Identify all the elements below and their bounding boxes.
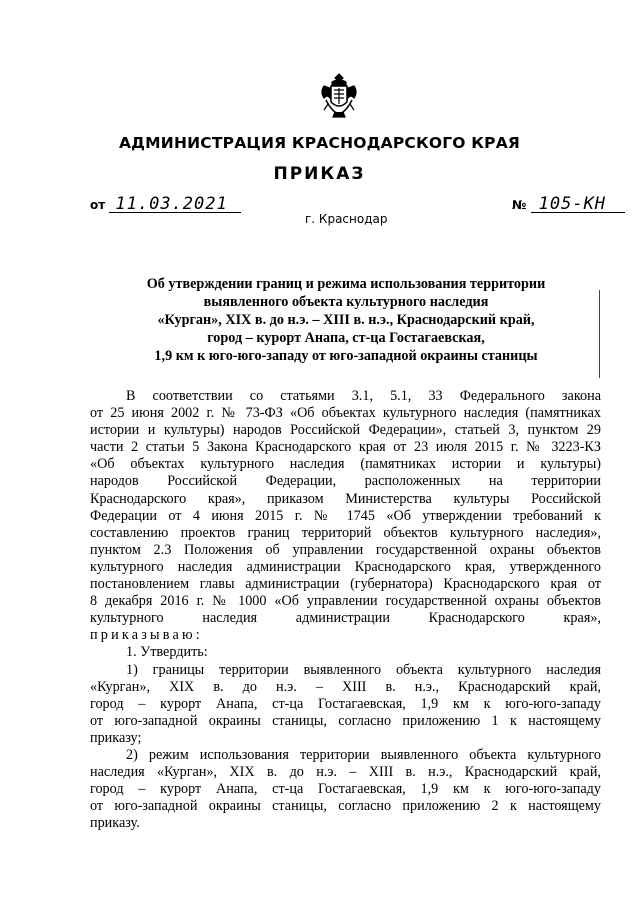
body-line: постановлением главы администрации (губернатора) Краснодарского края от: [90, 576, 601, 593]
margin-line: [599, 290, 600, 378]
body-line: от 25 июня 2002 г. № 73-ФЗ «Об объектах культурного наследия (памятниках: [90, 405, 601, 422]
title-line: 1,9 км к юго-юго-западу от юго-западной окраины станицы: [154, 348, 538, 364]
body-line: пунктом 2.3 Положения об управлении государственной охраны объектов: [90, 541, 601, 558]
order-word: приказываю:: [90, 627, 203, 644]
body-line: народов Российской Федерации, расположенных на территории: [90, 473, 601, 490]
number-row: [512, 196, 625, 213]
item-1-2-line: 2) режим использования территории выявленного объекта культурного: [126, 746, 601, 763]
document-title: [90, 275, 602, 365]
date-prefix: от: [90, 198, 106, 212]
coat-of-arms-emblem: [318, 72, 360, 118]
body-line: В соответствии со статьями 3.1, 5.1, 33 Федерального закона: [126, 388, 601, 404]
document-type: ПРИКАЗ: [273, 164, 366, 184]
number-prefix: №: [512, 198, 527, 212]
document-body: [90, 388, 601, 832]
title-line: город – курорт Анапа, ст-ца Гостагаевская,: [207, 330, 485, 346]
item-1-heading: 1. Утвердить:: [126, 644, 208, 661]
item-1-2-line: от юго-западной окраины станицы, согласно приложению 2 к настоящему: [90, 798, 601, 815]
date-row: [90, 196, 241, 213]
body-line: культурного наследия администрации Краснодарского края, утвержденного: [90, 558, 601, 575]
organization-name: АДМИНИСТРАЦИЯ КРАСНОДАРСКОГО КРАЯ: [118, 134, 521, 152]
item-1-1-line: приказу;: [90, 729, 142, 746]
item-1-1-line: 1) границы территории выявленного объекта культурного наследия: [126, 661, 601, 678]
title-line: Об утверждении границ и режима использования территории: [146, 276, 546, 292]
item-1-2-line: приказу.: [90, 815, 140, 832]
title-line: «Курган», XIX в. до н.э. – XIII в. н.э., Краснодарский край,: [157, 312, 535, 328]
body-line: 8 декабря 2016 г. № 1000 «Об управлении государственной охраны объектов: [90, 593, 601, 610]
date-value: 11.03.2021: [109, 196, 241, 213]
body-line: Краснодарского края», приказом Министерства культуры Российской: [90, 490, 601, 507]
item-1-1-line: «Курган», XIX в. до н.э. – XIII в. н.э., Краснодарский край,: [90, 678, 601, 695]
body-line: истории и культуры) народов Российской Федерации», статьей 3, пунктом 29: [90, 422, 601, 439]
body-line: культурного наследия администрации Краснодарского края»,: [90, 610, 601, 627]
item-1-2-line: наследия «Курган», XIX в. до н.э. – XIII в. н.э., Краснодарский край,: [90, 764, 601, 781]
body-line: части 2 статьи 5 Закона Краснодарского края от 23 июля 2015 г. № 3223-КЗ: [90, 439, 601, 456]
title-line: выявленного объекта культурного наследия: [203, 294, 489, 310]
item-1-1-line: от юго-западной окраины станицы, согласно приложению 1 к настоящему: [90, 712, 601, 729]
number-value: 105-КН: [531, 196, 625, 213]
body-line: составлению проектов границ территорий объектов культурного наследия»,: [90, 524, 601, 541]
item-1-1-line: город – курорт Анапа, ст-ца Гостагаевская, 1,9 км к юго-юго-западу: [90, 695, 601, 712]
body-line: «Об объектах культурного наследия (памятниках истории и культуры): [90, 456, 601, 473]
body-line: Федерации от 4 июня 2015 г. № 1745 «Об утверждении требований к: [90, 507, 601, 524]
item-1-2-line: город – курорт Анапа, ст-ца Гостагаевская, 1,9 км к юго-юго-западу: [90, 781, 601, 798]
city: г. Краснодар: [305, 212, 388, 226]
